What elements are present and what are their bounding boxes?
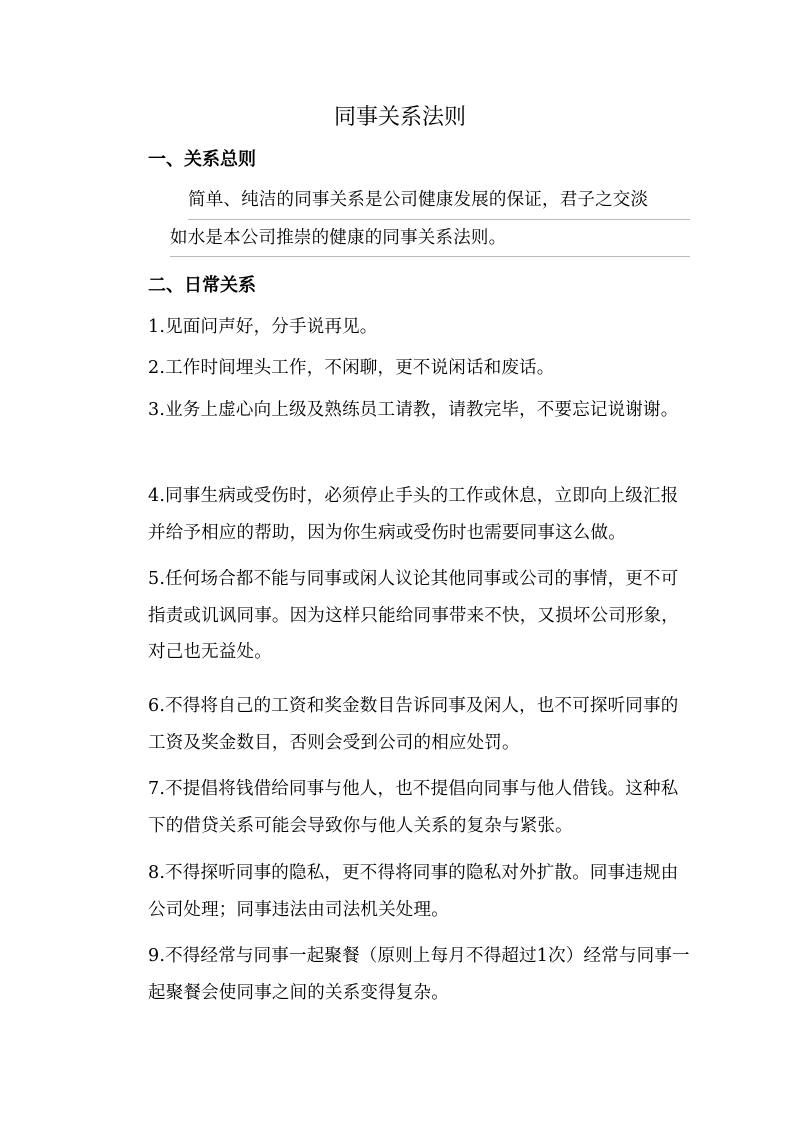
intro-line-1: 简单、纯洁的同事关系是公司健康发展的保证，君子之交淡	[188, 182, 690, 220]
rule-item: 7.不提倡将钱借给同事与他人，也不提倡向同事与他人借钱。这种私下的借贷关系可能会导致你与他人关系的复杂与紧张。	[148, 779, 679, 836]
document-title: 同事关系法则	[333, 105, 466, 130]
rule-item: 3.业务上虚心向上级及熟练员工请教，请教完毕，不要忘记说谢谢。	[148, 400, 679, 420]
rule-item: 5.任何场合都不能与同事或闲人议论其他同事或公司的事情，更不可指责或讥讽同事。因为这样只能给同事带来不快，又损坏公司形象，对己也无益处。	[148, 569, 679, 662]
rule-item: 6.不得将自己的工资和奖金数目告诉同事及闲人，也不可探听同事的工资及奖金数目，否则会受到公司的相应处罚。	[148, 696, 679, 753]
rule-item: 8.不得探听同事的隐私，更不得将同事的隐私对外扩散。同事违规由公司处理；同事违法由司法机关处理。	[148, 863, 679, 920]
rule-item: 4.同事生病或受伤时，必须停止手头的工作或休息，立即向上级汇报并给予相应的帮助，因为你生病或受伤时也需要同事这么做。	[148, 486, 679, 543]
rule-item: 9.不得经常与同事一起聚餐（原则上每月不得超过1次）经常与同事一起聚餐会使同事之间的关系变得复杂。	[148, 946, 690, 1003]
rule-item: 2.工作时间埋头工作，不闲聊，更不说闲话和废话。	[148, 358, 555, 378]
section-heading-daily: 二、日常关系	[148, 275, 256, 296]
intro-paragraph	[170, 182, 690, 257]
rule-item: 1.见面问声好，分手说再见。	[148, 317, 378, 337]
section-heading-general: 一、关系总则	[148, 149, 256, 170]
intro-line-2: 如水是本公司推崇的健康的同事关系法则。	[170, 220, 690, 258]
